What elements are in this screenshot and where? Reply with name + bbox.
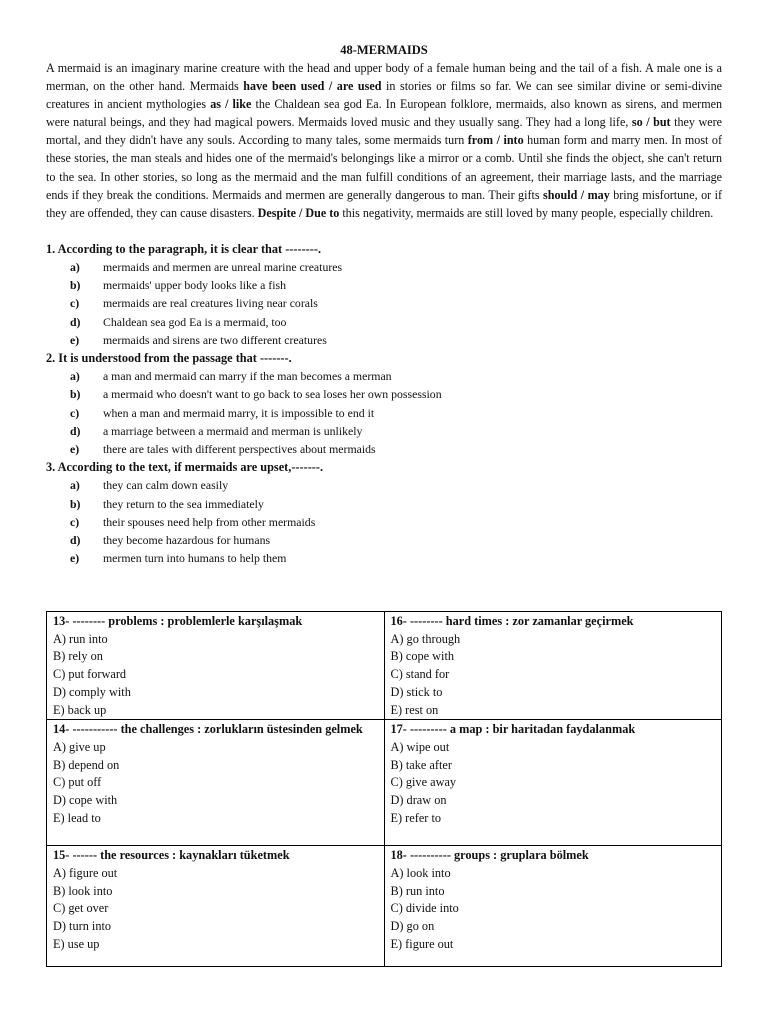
answer-choice-conjunction: so / but (631, 115, 671, 130)
vocab-cell-13 (47, 612, 385, 720)
passage-text: human form and marry men. In most of these stories, the man steals and hides one of the mermaid's belongings like a mirror or a comb. Until she finds the object, she can't return to the sea. In other stories, so long as the mermaid and the man fulfill conditions of an agreement, their marriage lasts, and the marriage ends if they break the conditions. Mermaids and mermen are generally dangerous to man. Their gifts (46, 133, 722, 202)
vocab-option[interactable]: B) look into (53, 883, 113, 898)
vocab-option[interactable]: B) take after (390, 757, 452, 772)
passage-text: in stories or films so far. We can see similar divine or semi-divine creatures in ancient mythologies (46, 79, 722, 112)
option-b[interactable]: b) they return to the sea immediately (70, 496, 264, 511)
option-a[interactable]: a) they can calm down easily (70, 478, 229, 493)
vocab-option[interactable]: A) figure out (53, 865, 118, 880)
passage-text: they were mortal, and they didn't have any souls. According to many tales, some mermaids turn (46, 115, 722, 148)
option-d[interactable]: d) they become hazardous for humans (70, 533, 271, 548)
option-e[interactable]: e) mermaids and sirens are two different creatures (70, 332, 327, 347)
vocab-option[interactable]: A) give up (53, 739, 106, 754)
passage-text: the Chaldean sea god Ea. In European folklore, mermaids, also known as sirens, and mermen were natural beings, and they had magical powers. Mermaids loved music and they usually sang. They had a long life, (46, 97, 723, 130)
option-a[interactable]: a) a man and mermaid can marry if the man becomes a merman (70, 369, 392, 384)
vocab-option[interactable]: E) use up (53, 936, 100, 951)
vocabulary-table (46, 611, 722, 967)
vocab-option[interactable]: C) divide into (390, 901, 459, 916)
vocab-option[interactable]: D) go on (390, 919, 435, 934)
vocab-option[interactable]: E) refer to (390, 810, 442, 825)
question-3 (46, 458, 722, 567)
vocab-option[interactable]: C) put off (53, 775, 102, 790)
answer-choice-modal: should / may (543, 187, 610, 202)
vocab-option[interactable]: D) turn into (53, 919, 112, 934)
vocab-option[interactable]: A) run into (53, 631, 108, 646)
question-1 (46, 240, 722, 349)
option-e[interactable]: e) mermen turn into humans to help them (70, 551, 287, 566)
passage-text: this negativity, mermaids are still loved by many people, especially children. (339, 205, 714, 220)
vocab-option[interactable]: D) draw on (390, 793, 447, 808)
option-d[interactable]: d) a marriage between a mermaid and merman is unlikely (70, 423, 363, 438)
answer-choice-linker: Despite / Due to (257, 205, 340, 220)
vocab-option[interactable]: A) look into (390, 865, 451, 880)
vocab-question: 13- -------- problems : problemlerle karşılaşmak (53, 614, 303, 628)
question-stem: 3. According to the text, if mermaids are upset,-------. (46, 460, 324, 475)
answer-choice-direction: from / into (467, 133, 524, 148)
option-a[interactable]: a) mermaids and mermen are unreal marine creatures (70, 260, 343, 275)
vocab-option[interactable]: B) cope with (390, 649, 455, 664)
vocab-question: 14- ----------- the challenges : zorlukların üstesinden gelmek (53, 722, 363, 737)
vocab-cell-17 (384, 720, 722, 846)
worksheet (46, 42, 722, 568)
vocab-option[interactable]: E) back up (53, 702, 107, 717)
question-stem: 1. According to the paragraph, it is clear that --------. (46, 241, 322, 256)
answer-choice-tense: have been used / are used (243, 79, 382, 94)
vocab-question: 16- -------- hard times : zor zamanlar geçirmek (390, 614, 634, 628)
vocab-option[interactable]: D) comply with (53, 684, 131, 699)
option-c[interactable]: c) mermaids are real creatures living near corals (70, 296, 318, 311)
vocab-option[interactable]: B) rely on (53, 649, 103, 664)
vocab-option[interactable]: A) wipe out (390, 739, 450, 754)
vocab-option[interactable]: B) depend on (53, 757, 120, 772)
option-b[interactable]: b) a mermaid who doesn't want to go back to sea loses her own possession (70, 387, 442, 402)
vocab-question: 17- --------- a map : bir haritadan faydalanmak (390, 722, 636, 737)
option-d[interactable]: d) Chaldean sea god Ea is a mermaid, too (70, 314, 287, 329)
vocab-option[interactable]: E) rest on (390, 702, 439, 717)
vocab-option[interactable]: E) figure out (390, 936, 454, 951)
vocab-cell-16 (384, 612, 722, 720)
question-2 (46, 349, 722, 458)
option-c[interactable]: c) when a man and mermaid marry, it is impossible to end it (70, 405, 375, 420)
vocab-option[interactable]: D) cope with (53, 793, 118, 808)
vocab-option[interactable]: C) stand for (390, 667, 450, 682)
option-e[interactable]: e) there are tales with different perspectives about mermaids (70, 442, 376, 457)
reading-passage (46, 59, 722, 222)
vocab-option[interactable]: C) get over (53, 901, 109, 916)
vocab-cell-14 (47, 720, 385, 846)
vocab-option[interactable]: E) lead to (53, 810, 101, 825)
passage-text: bring misfortune, or if they are offended, they can cause disasters. (46, 187, 722, 220)
option-b[interactable]: b) mermaids' upper body looks like a fish (70, 278, 286, 293)
vocab-question: 15- ------ the resources : kaynakları tüketmek (53, 848, 290, 863)
vocab-option[interactable]: C) put forward (53, 667, 127, 682)
vocab-cell-18 (384, 846, 722, 967)
answer-choice-preposition: as / like (210, 97, 252, 112)
vocab-question: 18- ---------- groups : gruplara bölmek (390, 848, 589, 863)
vocab-cell-15 (47, 846, 385, 967)
vocab-option[interactable]: B) run into (390, 883, 445, 898)
vocab-option[interactable]: D) stick to (390, 684, 443, 699)
option-c[interactable]: c) their spouses need help from other mermaids (70, 514, 316, 529)
page-title: 48-MERMAIDS (340, 43, 428, 57)
vocab-option[interactable]: C) give away (390, 775, 457, 790)
question-stem: 2. It is understood from the passage that -------. (46, 351, 292, 366)
vocab-option[interactable]: A) go through (390, 631, 461, 646)
passage-text: A mermaid is an imaginary marine creature with the head and upper body of a female human being and the tail of a fish. A male one is a merman, on the other hand. Mermaids (46, 61, 722, 94)
